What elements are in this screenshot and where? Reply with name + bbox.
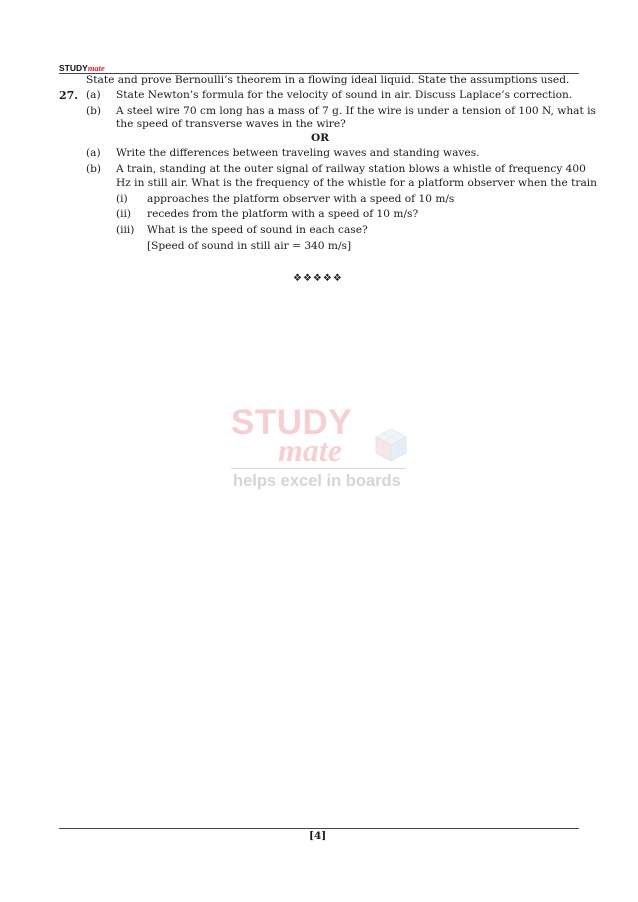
question-text: A train, standing at the outer signal of railway station blows a whistle of frequency 400 <box>116 163 586 175</box>
question-text: A steel wire 70 cm long has a mass of 7 g. If the wire is under a tension of 100 N, what is <box>116 105 596 117</box>
question-text: recedes from the platform with a speed of 10 m/s? <box>147 208 419 220</box>
watermark-mate: mate <box>278 432 342 468</box>
question-text: the speed of transverse waves in the wire? <box>116 118 346 130</box>
question-number: 27. <box>59 89 79 102</box>
footer-rule <box>59 828 579 829</box>
watermark-study: STUDY <box>231 403 353 442</box>
part-label: (a) <box>86 89 101 101</box>
watermark-logo <box>228 405 408 495</box>
subpart-label: (iii) <box>116 224 135 236</box>
question-text: Write the differences between traveling waves and standing waves. <box>116 147 480 159</box>
page-number: [4] <box>309 830 327 842</box>
question-text: approaches the platform observer with a speed of 10 m/s <box>147 193 455 205</box>
brand-mate: mate <box>87 63 105 73</box>
subpart-label: (i) <box>116 193 128 205</box>
watermark-rule <box>231 468 406 469</box>
brand-study: STUDY <box>59 63 88 73</box>
or-separator: OR <box>311 132 330 144</box>
part-label: (a) <box>86 147 101 159</box>
cube-icon <box>374 427 408 463</box>
question-text: State Newton’s formula for the velocity of sound in air. Discuss Laplace’s correction. <box>116 89 573 101</box>
subpart-label: (ii) <box>116 208 132 220</box>
brand-logo <box>59 63 105 73</box>
part-label: (b) <box>86 163 102 175</box>
note-text: [Speed of sound in still air = 340 m/s] <box>147 240 352 252</box>
question-text: What is the speed of sound in each case? <box>147 224 368 236</box>
question-text: Hz in still air. What is the frequency of the whistle for a platform observer when the train <box>116 177 597 189</box>
question-text: State and prove Bernoulli’s theorem in a flowing ideal liquid. State the assumptions used. <box>86 74 570 86</box>
watermark-tagline: helps excel in boards <box>233 472 401 490</box>
end-marker: ❖❖❖❖❖ <box>293 273 343 284</box>
part-label: (b) <box>86 105 102 117</box>
